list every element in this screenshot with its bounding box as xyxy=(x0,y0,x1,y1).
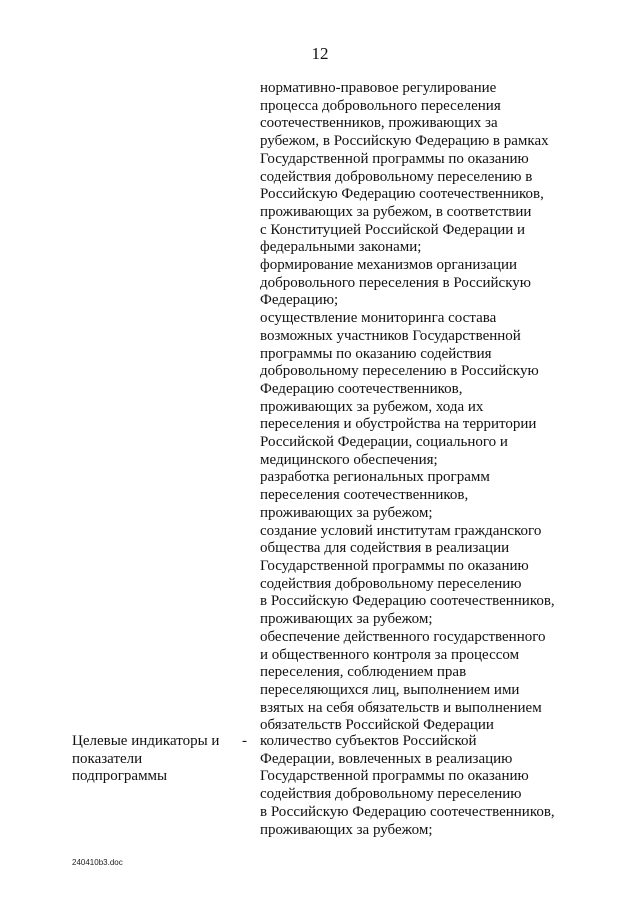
text-line: проживающих за рубежом; xyxy=(260,504,433,521)
text-line: Государственной программы по оказанию xyxy=(260,768,529,785)
text-line: обязательств Российской Федерации xyxy=(260,717,494,734)
document-filename: 240410b3.doc xyxy=(72,858,123,867)
text-line: в Российскую Федерацию соотечественников, xyxy=(260,803,555,820)
text-line: проживающих за рубежом, хода их xyxy=(260,398,484,415)
text-line: переселения и обустройства на территории xyxy=(260,416,537,433)
text-line: создание условий институтам гражданского xyxy=(260,522,542,539)
text-line: формирование механизмов организации xyxy=(260,257,518,274)
text-line: Государственной программы по оказанию xyxy=(260,557,529,574)
text-line: добровольному переселению в Российскую xyxy=(260,363,539,380)
text-line: медицинского обеспечения; xyxy=(260,451,438,468)
text-line: количество субъектов Российской xyxy=(260,733,477,749)
text-line: взятых на себя обязательств и выполнением xyxy=(260,699,542,716)
text-line: обеспечение действенного государственного xyxy=(260,628,546,645)
text-line: Федерацию; xyxy=(260,292,339,309)
text-line: проживающих за рубежом; xyxy=(260,611,433,628)
text-line: проживающих за рубежом, в соответствии xyxy=(260,203,532,220)
text-line: программы по оказанию содействия xyxy=(260,345,492,362)
row-separator-dash: - xyxy=(242,733,247,749)
text-line: в Российскую Федерацию соотечественников, xyxy=(260,593,555,610)
text-line: процесса добровольного переселения xyxy=(260,97,501,114)
text-line: Государственной программы по оказанию xyxy=(260,150,529,167)
text-line: содействия добровольному переселению в xyxy=(260,168,533,185)
text-line: соотечественников, проживающих за xyxy=(260,115,498,132)
text-line: и общественного контроля за процессом xyxy=(260,646,520,663)
text-line: переселяющихся лиц, выполнением ими xyxy=(260,681,520,698)
label-line: Целевые индикаторы и xyxy=(72,733,220,749)
label-line: показатели xyxy=(72,750,143,767)
text-line: с Конституцией Российской Федерации и xyxy=(260,221,526,238)
text-line: Российской Федерации, социального и xyxy=(260,434,508,451)
text-line: разработка региональных программ xyxy=(260,469,490,486)
tasks-text-block xyxy=(260,80,600,735)
text-line: нормативно-правовое регулирование xyxy=(260,80,497,96)
text-line: рубежом, в Российскую Федерацию в рамках xyxy=(260,133,549,150)
text-line: осуществление мониторинга состава xyxy=(260,310,497,327)
text-line: содействия добровольному переселению xyxy=(260,575,522,592)
label-line: подпрограммы xyxy=(72,768,168,785)
text-line: добровольного переселения в Российскую xyxy=(260,274,531,291)
indicators-label xyxy=(72,733,242,786)
text-line: Федерации, вовлеченных в реализацию xyxy=(260,750,513,767)
text-line: федеральными законами; xyxy=(260,239,422,256)
text-line: общества для содействия в реализации xyxy=(260,540,510,557)
text-line: переселения, соблюдением прав xyxy=(260,664,467,681)
indicators-value-block xyxy=(260,733,600,839)
text-line: Федерацию соотечественников, xyxy=(260,380,463,397)
text-line: Российскую Федерацию соотечественников, xyxy=(260,186,544,203)
text-line: переселения соотечественников, xyxy=(260,487,469,504)
text-line: возможных участников Государственной xyxy=(260,327,521,344)
text-line: содействия добровольному переселению xyxy=(260,786,522,803)
text-line: проживающих за рубежом; xyxy=(260,821,433,838)
page-number: 12 xyxy=(311,44,329,63)
